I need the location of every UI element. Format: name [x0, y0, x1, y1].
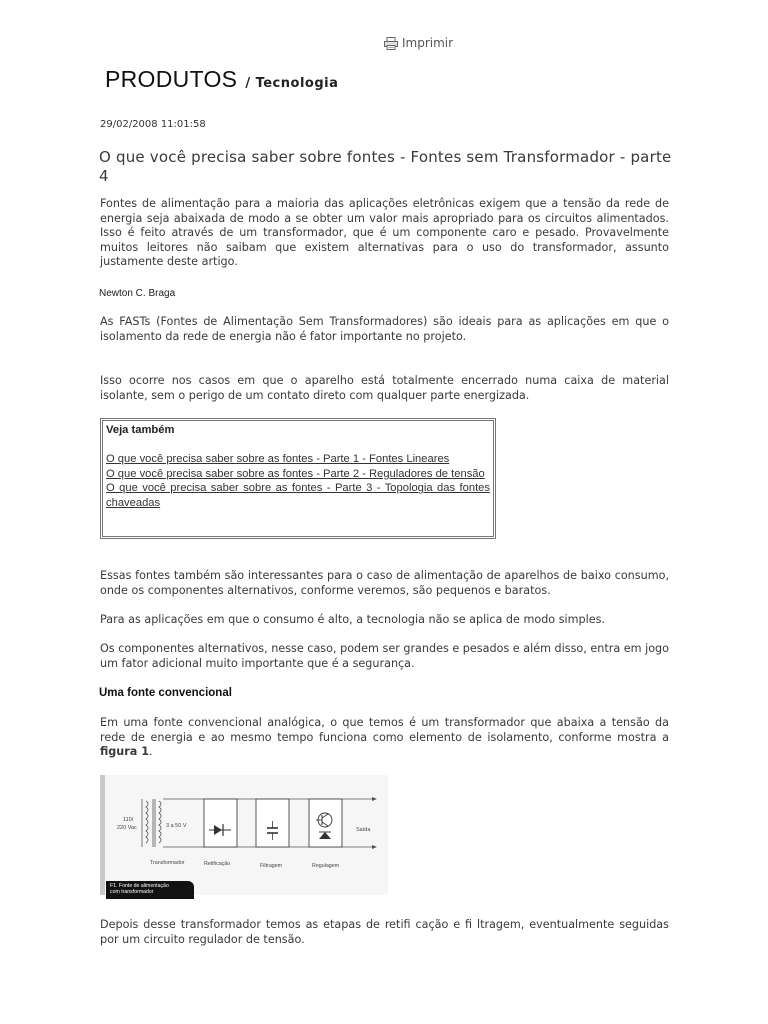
- paragraph-low-consumption: Essas fontes também são interessantes para o caso de alimentação de aparelhos de baixo consumo, onde os componentes alternativos, conforme veremos, são pequenos e baratos.: [100, 569, 669, 597]
- printer-icon: [384, 37, 398, 50]
- see-also-link-part-3[interactable]: O que você precisa saber sobre as fontes - Parte 3 - Topologia das fontes chaveadas: [106, 482, 490, 509]
- figure-caption-line-1: F1. Fonte de alimentação: [110, 883, 169, 889]
- author: Newton C. Braga: [99, 288, 176, 299]
- paragraph-fasts: As FASTs (Fontes de Alimentação Sem Transformadores) são ideais para as aplicações em que o isolamento da rede de energia não é fator importante no projeto.: [100, 315, 669, 343]
- see-also-link-part-2[interactable]: O que você precisa saber sobre as fontes - Parte 2 - Reguladores de tensão: [106, 467, 485, 480]
- print-link[interactable]: [384, 36, 453, 50]
- figure-input-label-1: 110/: [123, 817, 134, 823]
- paragraph-safety: Os componentes alternativos, nesse caso, podem ser grandes e pesados e além disso, entra em jogo um fator adicional muito importante que é a segurança.: [100, 642, 669, 670]
- publish-date: 29/02/2008 11:01:58: [100, 119, 206, 130]
- intro-paragraph: Fontes de alimentação para a maioria das aplicações eletrônicas exigem que a tensão da rede de energia seja abaixada de modo a se obter um valor mais apropriado para os circuitos alimentados. Isso é feito através de um transformador, que é um componente caro e pesado. Provavelmente muitos leitores não saibam que existem alternativas para o uso do transformador, assunto justamente deste artigo.: [100, 197, 669, 269]
- figure-caption-line-2: com transformador: [110, 889, 154, 896]
- figure-stage-rectification: Retificação: [204, 861, 231, 867]
- figure-stage-regulation: Regulagem: [312, 863, 340, 869]
- subheading-conventional: Uma fonte convencional: [99, 687, 232, 699]
- section-subtitle[interactable]: / Tecnologia: [245, 76, 339, 91]
- paragraph-high-consumption: Para as aplicações em que o consumo é alto, a tecnologia não se aplica de modo simples.: [100, 613, 606, 626]
- paragraph-conventional-end: .: [149, 745, 153, 759]
- figure-stage-filtering: Filtragem: [260, 863, 283, 869]
- paragraph-after-transformer: Depois desse transformador temos as etapas de retifi cação e fi ltragem, eventualmente seguidas por um circuito regulador de tensão.: [100, 918, 669, 946]
- print-label[interactable]: Imprimir: [402, 36, 454, 50]
- see-also-box: [100, 418, 496, 539]
- section-title: PRODUTOS: [105, 66, 238, 92]
- see-also-link-part-1[interactable]: O que você precisa saber sobre as fontes - Parte 1 - Fontes Lineares: [106, 453, 450, 466]
- figure-stage-transformer: Transformador: [150, 860, 185, 866]
- figure-1-diagram: [100, 775, 388, 895]
- figure-output-label: Saída: [356, 827, 371, 833]
- figure-reference: figura 1: [100, 745, 150, 759]
- article-title: O que você precisa saber sobre fontes - Fontes sem Transformador - parte 4: [99, 148, 672, 185]
- paragraph-conventional: [100, 716, 669, 760]
- paragraph-conventional-text: Em uma fonte convencional analógica, o que temos é um transformador que abaixa a tensão da rede de energia e ao mesmo tempo funciona como elemento de isolamento, conforme mostra a: [100, 716, 669, 744]
- figure-input-label-2: 220 Vac: [117, 825, 137, 831]
- figure-secondary-voltage: 3 a 50 V: [166, 823, 187, 829]
- page-header: [105, 66, 338, 93]
- see-also-heading: Veja também: [106, 424, 175, 436]
- figure-caption: [106, 881, 194, 899]
- paragraph-isolation: Isso ocorre nos casos em que o aparelho está totalmente encerrado numa caixa de material isolante, sem o perigo de um contato direto com qualquer parte energizada.: [100, 374, 669, 402]
